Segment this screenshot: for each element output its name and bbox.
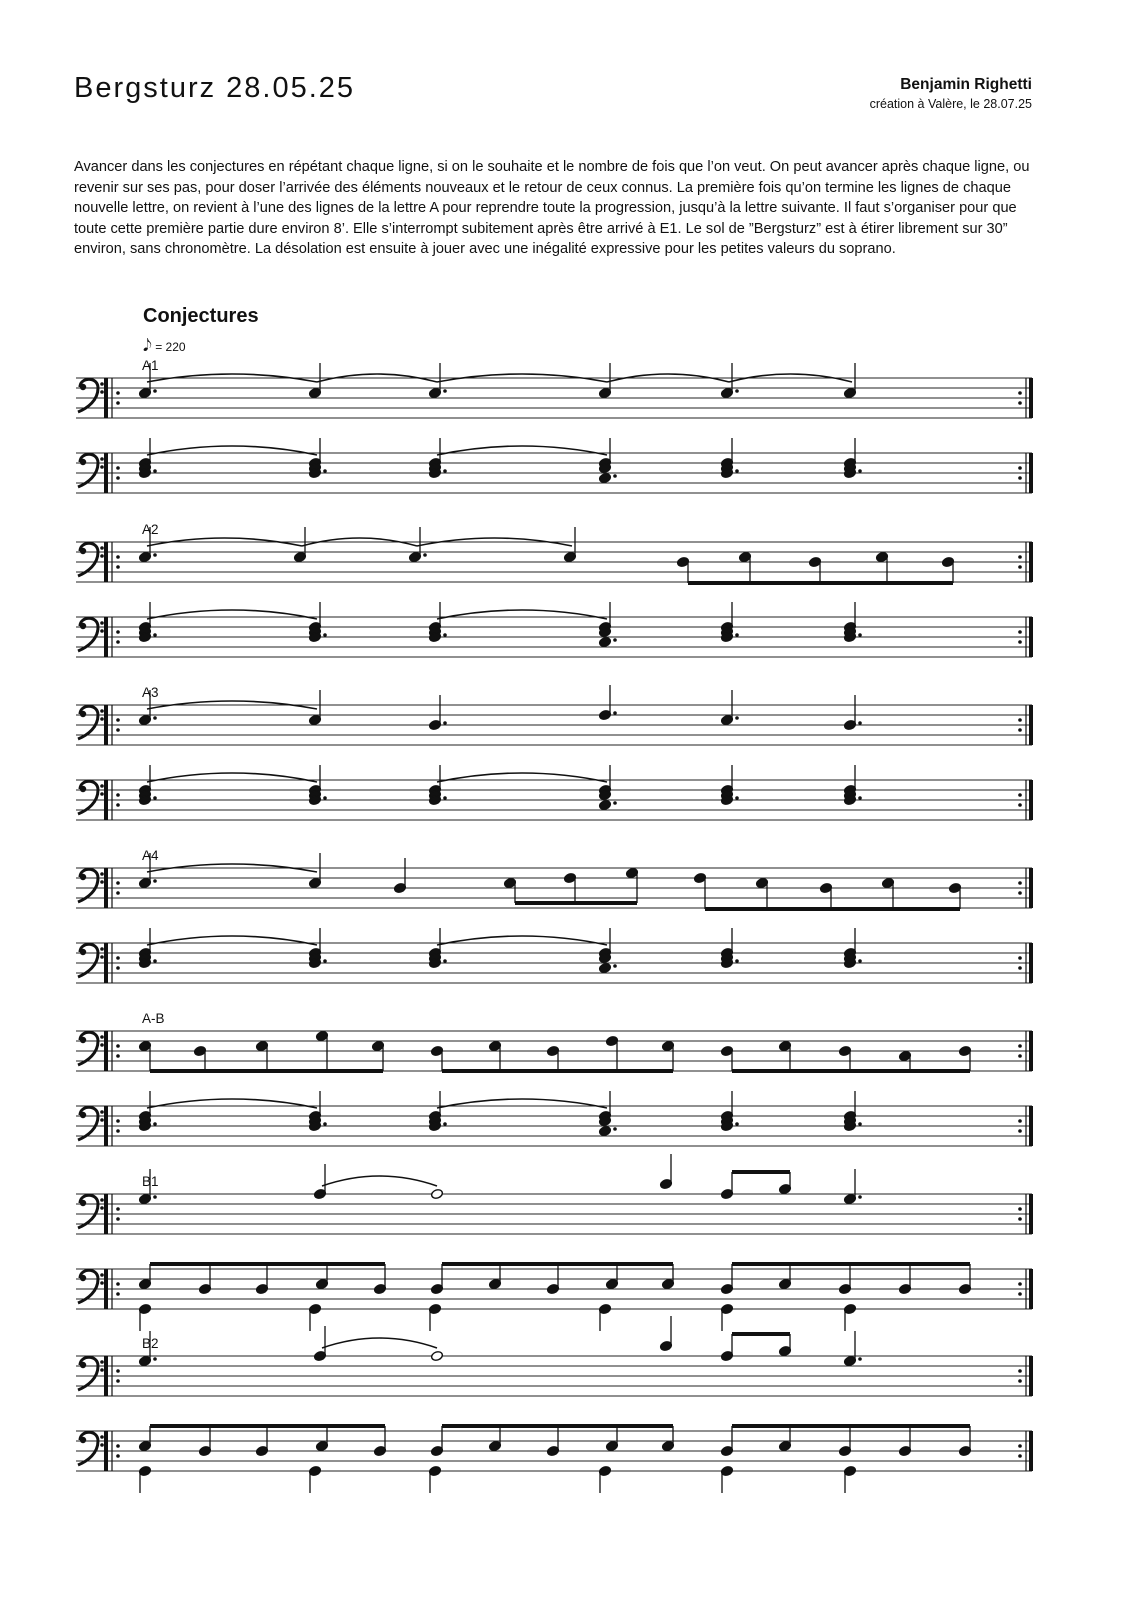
repeat-dot <box>116 466 120 470</box>
repeat-dot <box>1018 1119 1022 1123</box>
bass-clef-icon <box>78 1107 104 1140</box>
repeat-dot <box>116 1217 120 1221</box>
bass-clef-icon <box>78 944 104 977</box>
system <box>76 848 1033 983</box>
repeat-start-thick <box>104 705 108 745</box>
repeat-dot <box>1018 803 1022 807</box>
system <box>76 1154 1033 1331</box>
repeat-end-thick <box>1029 378 1033 418</box>
clef-dot <box>100 457 104 461</box>
augmentation-dot <box>153 469 157 473</box>
augmentation-dot <box>323 1122 327 1126</box>
tie <box>322 1338 437 1348</box>
augmentation-dot <box>153 796 157 800</box>
tie <box>437 773 607 782</box>
clef-dot <box>100 382 104 386</box>
augmentation-dot <box>153 389 157 393</box>
repeat-end-thick <box>1029 1356 1033 1396</box>
repeat-dot <box>1018 565 1022 569</box>
clef-dot <box>100 546 104 550</box>
bass-clef-icon <box>78 781 104 814</box>
clef-curve <box>78 781 98 814</box>
repeat-end-thick <box>1029 542 1033 582</box>
clef-dot <box>100 1110 104 1114</box>
notehead <box>598 1125 611 1136</box>
notehead <box>598 799 611 810</box>
tie <box>322 1176 437 1186</box>
clef-dot <box>100 621 104 625</box>
clef-dot <box>100 1443 104 1447</box>
clef-curve <box>78 618 98 651</box>
repeat-dot <box>1018 881 1022 885</box>
repeat-start-thick <box>104 868 108 908</box>
clef-head <box>80 623 86 629</box>
repeat-dot <box>116 1282 120 1286</box>
repeat-end-thick <box>1029 780 1033 820</box>
repeat-end-thick <box>1029 1106 1033 1146</box>
repeat-dot <box>116 1207 120 1211</box>
clef-dot <box>100 390 104 394</box>
augmentation-dot <box>735 469 739 473</box>
repeat-dot <box>116 1379 120 1383</box>
clef-head <box>80 384 86 390</box>
system-label: A-B <box>142 1011 165 1026</box>
augmentation-dot <box>735 959 739 963</box>
tie <box>147 936 317 945</box>
bass-clef-icon <box>78 1357 104 1390</box>
repeat-end-thick <box>1029 617 1033 657</box>
clef-head <box>80 786 86 792</box>
bass-clef-icon <box>78 1270 104 1303</box>
repeat-dot <box>1018 793 1022 797</box>
tie <box>147 446 317 455</box>
repeat-start-thick <box>104 780 108 820</box>
repeat-start-thick <box>104 1356 108 1396</box>
repeat-start-thick <box>104 1031 108 1071</box>
clef-curve <box>78 706 98 739</box>
augmentation-dot <box>858 469 862 473</box>
augmentation-dot <box>443 721 447 725</box>
augmentation-dot <box>858 1195 862 1199</box>
clef-head <box>80 949 86 955</box>
clef-curve <box>78 1032 98 1065</box>
tie <box>437 936 607 945</box>
clef-dot <box>100 792 104 796</box>
repeat-end-thick <box>1029 705 1033 745</box>
tie <box>437 1099 607 1108</box>
repeat-dot <box>116 793 120 797</box>
clef-dot <box>100 717 104 721</box>
repeat-dot <box>1018 1454 1022 1458</box>
augmentation-dot <box>858 959 862 963</box>
repeat-dot <box>1018 1292 1022 1296</box>
repeat-dot <box>1018 1207 1022 1211</box>
clef-head <box>80 459 86 465</box>
repeat-dot <box>116 555 120 559</box>
repeat-dot <box>116 1454 120 1458</box>
clef-head <box>80 548 86 554</box>
repeat-dot <box>1018 966 1022 970</box>
clef-dot <box>100 709 104 713</box>
clef-curve <box>78 1432 98 1465</box>
repeat-dot <box>116 476 120 480</box>
repeat-dot <box>116 966 120 970</box>
premiere-info: création à Valère, le 28.07.25 <box>869 97 1032 111</box>
augmentation-dot <box>443 389 447 393</box>
performance-instructions: Avancer dans les conjectures en répétant chaque ligne, si on le souhaite et le nombre de fois que l’on veut. On peut avancer après chaque ligne, ou revenir sur ses pas, pour doser l’arrivée des éléments nouveaux et le retour de ceux connus. La première fois qu’on termine les lignes de chaque nouvelle lettre, on revient à l’une des lignes de la lettre A pour reprendre toute la progression, jusqu’à la lettre suivante. Il faut s’organiser pour que toute cette première partie dure environ 8’. Elle s’interrompt subitement après être arrivé à E1. Le sol de ”Bergsturz” est à étirer librement sur 30” environ, sans chronomètre. La désolation est ensuite à jouer avec une inégalité expressive pour les petites valeurs du soprano. <box>74 159 1030 257</box>
bass-clef-icon <box>78 543 104 576</box>
repeat-dot <box>1018 1282 1022 1286</box>
repeat-dot <box>116 1054 120 1058</box>
system <box>76 358 1033 493</box>
repeat-dot <box>116 640 120 644</box>
clef-dot <box>100 872 104 876</box>
tie <box>147 610 317 619</box>
augmentation-dot <box>735 389 739 393</box>
repeat-end-thick <box>1029 1269 1033 1309</box>
augmentation-dot <box>153 1195 157 1199</box>
clef-curve <box>78 454 98 487</box>
augmentation-dot <box>613 1127 617 1131</box>
clef-dot <box>100 1273 104 1277</box>
system-label: A3 <box>142 685 159 700</box>
repeat-start-thick <box>104 378 108 418</box>
clef-dot <box>100 1368 104 1372</box>
augmentation-dot <box>858 633 862 637</box>
repeat-dot <box>116 803 120 807</box>
repeat-start-thick <box>104 542 108 582</box>
augmentation-dot <box>613 638 617 642</box>
clef-curve <box>78 1357 98 1390</box>
repeat-dot <box>116 565 120 569</box>
repeat-dot <box>116 1369 120 1373</box>
repeat-start-thick <box>104 1269 108 1309</box>
system-label: A1 <box>142 358 159 373</box>
augmentation-dot <box>443 1122 447 1126</box>
augmentation-dot <box>323 469 327 473</box>
repeat-dot <box>116 718 120 722</box>
repeat-dot <box>116 1129 120 1133</box>
repeat-dot <box>116 1044 120 1048</box>
bass-clef-icon <box>78 1195 104 1228</box>
clef-head <box>80 1437 86 1443</box>
piece-title: Bergsturz 28.05.25 <box>74 72 356 104</box>
clef-dot <box>100 1360 104 1364</box>
repeat-dot <box>116 1119 120 1123</box>
augmentation-dot <box>735 1122 739 1126</box>
clef-head <box>80 874 86 880</box>
augmentation-dot <box>443 469 447 473</box>
clef-curve <box>78 1270 98 1303</box>
notehead <box>598 472 611 483</box>
augmentation-dot <box>735 796 739 800</box>
repeat-dot <box>1018 1369 1022 1373</box>
repeat-end-thick <box>1029 1431 1033 1471</box>
system <box>76 1316 1033 1493</box>
clef-curve <box>78 379 98 412</box>
notehead <box>598 962 611 973</box>
augmentation-dot <box>735 633 739 637</box>
system <box>76 522 1033 657</box>
repeat-dot <box>116 401 120 405</box>
repeat-dot <box>116 956 120 960</box>
tempo-value: = 220 <box>155 340 186 354</box>
repeat-dot <box>116 391 120 395</box>
clef-head <box>80 1037 86 1043</box>
composer-name: Benjamin Righetti <box>900 76 1032 93</box>
augmentation-dot <box>323 959 327 963</box>
augmentation-dot <box>858 1122 862 1126</box>
augmentation-dot <box>858 721 862 725</box>
repeat-dot <box>116 881 120 885</box>
repeat-dot <box>1018 640 1022 644</box>
repeat-dot <box>1018 630 1022 634</box>
augmentation-dot <box>443 633 447 637</box>
repeat-dot <box>116 728 120 732</box>
repeat-end-thick <box>1029 1031 1033 1071</box>
tie <box>437 610 607 619</box>
bass-clef-icon <box>78 1032 104 1065</box>
augmentation-dot <box>153 716 157 720</box>
repeat-dot <box>1018 555 1022 559</box>
clef-dot <box>100 880 104 884</box>
clef-dot <box>100 1281 104 1285</box>
bass-clef-icon <box>78 618 104 651</box>
tie <box>147 1099 317 1108</box>
section-title: Conjectures <box>143 305 259 327</box>
clef-dot <box>100 947 104 951</box>
repeat-end-thick <box>1029 1194 1033 1234</box>
system <box>76 685 1033 820</box>
repeat-dot <box>1018 1444 1022 1448</box>
clef-dot <box>100 784 104 788</box>
clef-dot <box>100 955 104 959</box>
clef-dot <box>100 1118 104 1122</box>
eighth-note-icon: 𝅘𝅥𝅮 <box>143 336 152 356</box>
repeat-dot <box>1018 391 1022 395</box>
repeat-dot <box>116 630 120 634</box>
system-label: B1 <box>142 1174 159 1189</box>
system <box>76 1011 1033 1146</box>
augmentation-dot <box>443 959 447 963</box>
bass-clef-icon <box>78 379 104 412</box>
clef-head <box>80 1200 86 1206</box>
repeat-dot <box>1018 476 1022 480</box>
clef-curve <box>78 543 98 576</box>
clef-head <box>80 1112 86 1118</box>
clef-curve <box>78 1195 98 1228</box>
repeat-dot <box>1018 1129 1022 1133</box>
tie <box>147 773 317 782</box>
augmentation-dot <box>858 1357 862 1361</box>
clef-dot <box>100 1435 104 1439</box>
repeat-start-thick <box>104 453 108 493</box>
bass-clef-icon <box>78 1432 104 1465</box>
repeat-dot <box>1018 401 1022 405</box>
clef-dot <box>100 1198 104 1202</box>
bass-clef-icon <box>78 706 104 739</box>
repeat-dot <box>116 1444 120 1448</box>
repeat-dot <box>1018 466 1022 470</box>
clef-curve <box>78 869 98 902</box>
clef-dot <box>100 1206 104 1210</box>
clef-dot <box>100 1035 104 1039</box>
system-label: A2 <box>142 522 159 537</box>
system-label: B2 <box>142 1336 159 1351</box>
clef-dot <box>100 554 104 558</box>
clef-curve <box>78 944 98 977</box>
repeat-dot <box>1018 891 1022 895</box>
augmentation-dot <box>153 879 157 883</box>
repeat-end-thick <box>1029 453 1033 493</box>
bass-clef-icon <box>78 869 104 902</box>
repeat-start-thick <box>104 1431 108 1471</box>
clef-head <box>80 711 86 717</box>
augmentation-dot <box>858 796 862 800</box>
notehead <box>430 1188 443 1199</box>
augmentation-dot <box>423 553 427 557</box>
clef-head <box>80 1275 86 1281</box>
augmentation-dot <box>153 959 157 963</box>
clef-dot <box>100 465 104 469</box>
augmentation-dot <box>323 633 327 637</box>
augmentation-dot <box>613 801 617 805</box>
repeat-dot <box>1018 728 1022 732</box>
augmentation-dot <box>735 716 739 720</box>
repeat-start-thick <box>104 617 108 657</box>
augmentation-dot <box>323 796 327 800</box>
augmentation-dot <box>153 553 157 557</box>
repeat-dot <box>1018 1054 1022 1058</box>
repeat-dot <box>116 891 120 895</box>
augmentation-dot <box>443 796 447 800</box>
repeat-dot <box>1018 1217 1022 1221</box>
repeat-dot <box>1018 1044 1022 1048</box>
repeat-dot <box>1018 1379 1022 1383</box>
tie <box>437 446 607 455</box>
repeat-dot <box>1018 718 1022 722</box>
augmentation-dot <box>153 1357 157 1361</box>
repeat-start-thick <box>104 1194 108 1234</box>
augmentation-dot <box>613 964 617 968</box>
augmentation-dot <box>613 474 617 478</box>
system-label: A4 <box>142 848 159 863</box>
notehead <box>430 1350 443 1361</box>
notehead <box>598 636 611 647</box>
augmentation-dot <box>153 633 157 637</box>
augmentation-dot <box>153 1122 157 1126</box>
augmentation-dot <box>613 711 617 715</box>
bass-clef-icon <box>78 454 104 487</box>
clef-curve <box>78 1107 98 1140</box>
repeat-end-thick <box>1029 868 1033 908</box>
clef-dot <box>100 1043 104 1047</box>
clef-dot <box>100 629 104 633</box>
repeat-dot <box>116 1292 120 1296</box>
repeat-start-thick <box>104 943 108 983</box>
repeat-end-thick <box>1029 943 1033 983</box>
repeat-dot <box>1018 956 1022 960</box>
clef-head <box>80 1362 86 1368</box>
repeat-start-thick <box>104 1106 108 1146</box>
